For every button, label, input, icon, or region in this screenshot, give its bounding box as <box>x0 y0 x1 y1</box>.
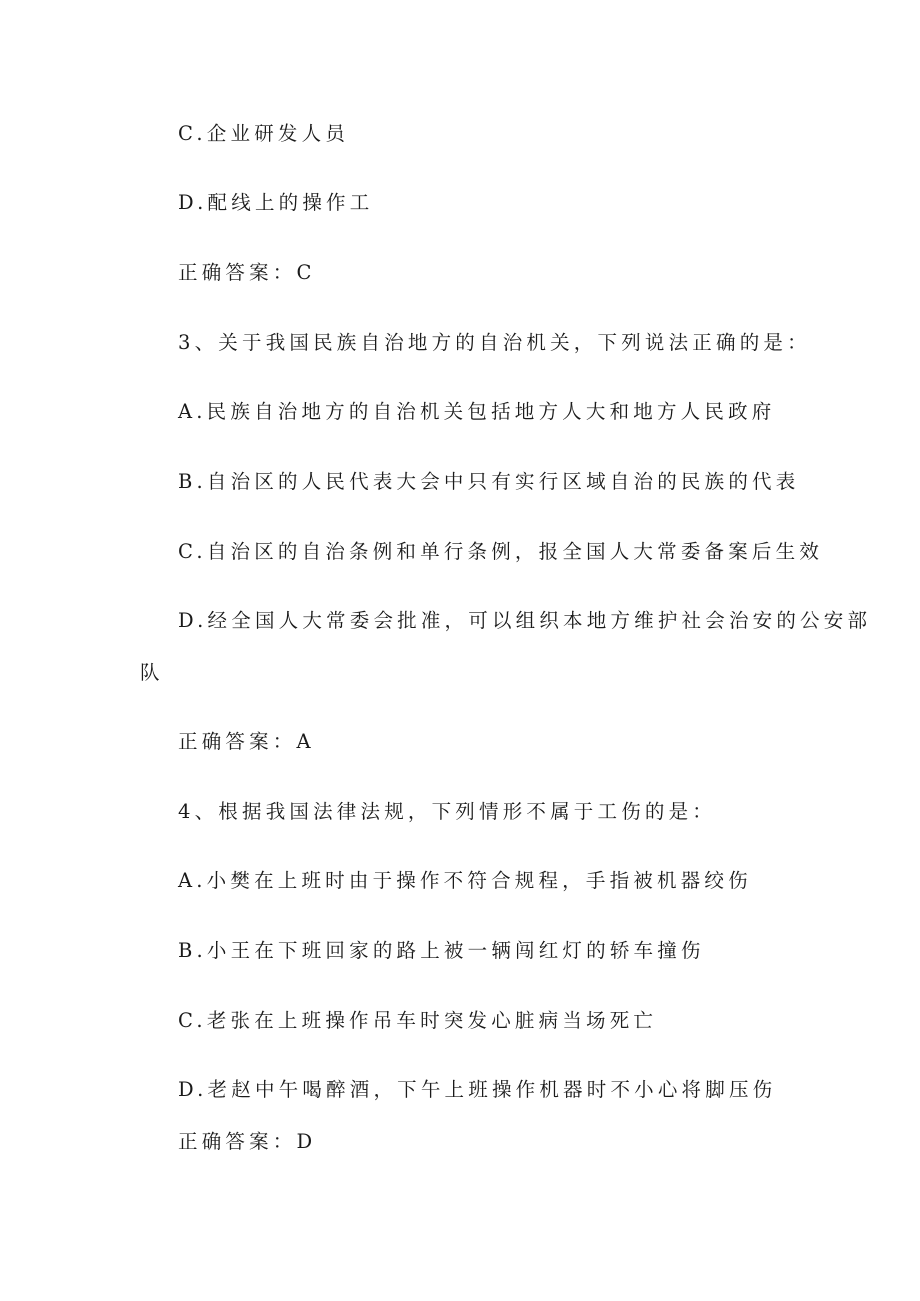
q4-option-b: B.小王在下班回家的路上被一辆闯红灯的轿车撞伤 <box>178 939 705 962</box>
q2-option-c: C.企业研发人员 <box>178 122 350 145</box>
q4-question: 4、根据我国法律法规，下列情形不属于工伤的是： <box>178 800 717 823</box>
q3-option-b: B.自治区的人民代表大会中只有实行区域自治的民族的代表 <box>178 470 800 493</box>
q4-answer: 正确答案：D <box>178 1130 317 1153</box>
q4-option-c: C.老张在上班操作吊车时突发心脏病当场死亡 <box>178 1009 658 1032</box>
q2-option-d: D.配线上的操作工 <box>178 191 374 214</box>
q3-option-c: C.自治区的自治条例和单行条例，报全国人大常委备案后生效 <box>178 540 824 563</box>
q4-option-a: A.小樊在上班时由于操作不符合规程，手指被机器绞伤 <box>178 869 752 892</box>
q3-option-a: A.民族自治地方的自治机关包括地方人大和地方人民政府 <box>178 400 776 423</box>
q2-answer: 正确答案：C <box>178 261 316 284</box>
q3-option-d: D.经全国人大常委会批准，可以组织本地方维护社会治安的公安部 <box>178 609 872 632</box>
q3-answer: 正确答案：A <box>178 730 315 753</box>
q3-question: 3、关于我国民族自治地方的自治机关，下列说法正确的是： <box>178 331 811 354</box>
q4-option-d: D.老赵中午喝醉酒，下午上班操作机器时不小心将脚压伤 <box>178 1078 777 1101</box>
q3-option-d-continued: 队 <box>140 661 164 684</box>
